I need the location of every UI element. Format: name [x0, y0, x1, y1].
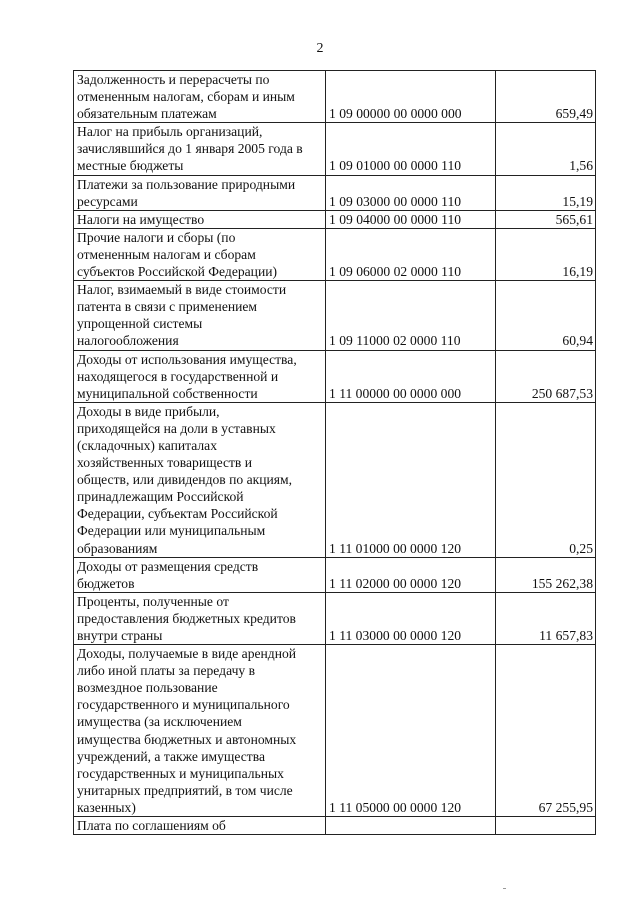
income-name-line: муниципальной собственности [77, 385, 258, 401]
amount-cell: 11 657,83 [496, 592, 596, 644]
income-name-line: Налог на прибыль организаций, [77, 124, 263, 140]
income-name-line: бюджетов [77, 575, 135, 591]
income-name-line: имущества бюджетных и автономных [77, 731, 297, 747]
budget-revenue-table [73, 70, 596, 835]
table-row [74, 175, 596, 210]
income-name-line: Прочие налоги и сборы (по [77, 229, 236, 245]
amount-cell: 155 262,38 [496, 557, 596, 592]
amount-cell: 16,19 [496, 228, 596, 280]
table-row [74, 592, 596, 644]
amount-cell: 15,19 [496, 175, 596, 210]
income-name-line: принадлежащим Российской [77, 489, 244, 505]
income-name-cell [74, 71, 326, 123]
income-name-line: Федерации, субъектам Российской [77, 506, 278, 522]
budget-code-cell: 1 09 00000 00 0000 000 [326, 71, 496, 123]
budget-code-cell: 1 11 00000 00 0000 000 [326, 350, 496, 402]
budget-code-cell [326, 817, 496, 835]
budget-code-cell: 1 09 03000 00 0000 110 [326, 175, 496, 210]
income-name-line: налогообложения [77, 333, 179, 349]
income-name-line: возмездное пользование [77, 680, 218, 696]
income-name-line: хозяйственных товариществ и [77, 455, 253, 471]
income-name-line: государственных и муниципальных [77, 765, 284, 781]
income-name-line: отмененным налогам, сборам и иным [77, 89, 295, 105]
income-name-line: Налоги на имущество [77, 211, 205, 227]
income-name-line: Доходы в виде прибыли, [77, 403, 220, 419]
income-name-line: отмененным налогам и сборам [77, 246, 256, 262]
income-name-line: находящегося в государственной и [77, 368, 279, 384]
table-row [74, 350, 596, 402]
amount-cell: 67 255,95 [496, 645, 596, 817]
income-name-line: унитарных предприятий, в том числе [77, 782, 293, 798]
amount-cell: 0,25 [496, 402, 596, 557]
budget-code-cell: 1 11 05000 00 0000 120 [326, 645, 496, 817]
income-name-line: казенных) [77, 799, 136, 815]
table-row [74, 123, 596, 175]
amount-cell [496, 817, 596, 835]
table-row [74, 557, 596, 592]
income-name-cell [74, 210, 326, 228]
income-name-line: Доходы, получаемые в виде арендной [77, 646, 297, 662]
income-name-cell [74, 645, 326, 817]
table-row [74, 402, 596, 557]
table-row [74, 71, 596, 123]
income-name-line: ресурсами [77, 193, 138, 209]
income-name-line: субъектов Российской Федерации) [77, 264, 278, 280]
amount-cell: 60,94 [496, 281, 596, 350]
income-name-line: внутри страны [77, 628, 163, 643]
income-name-line: имущества (за исключением [77, 714, 242, 730]
income-name-cell [74, 592, 326, 644]
table-body [74, 71, 596, 835]
amount-cell: 1,56 [496, 123, 596, 175]
table-row [74, 210, 596, 228]
income-name-line: обществ, или дивидендов по акциям, [77, 472, 293, 488]
budget-code-cell: 1 09 04000 00 0000 110 [326, 210, 496, 228]
income-name-line: Доходы от размещения средств [77, 558, 259, 574]
income-name-line: упрощенной системы [77, 316, 203, 332]
income-name-line: патента в связи с применением [77, 299, 258, 315]
budget-code-cell: 1 11 02000 00 0000 120 [326, 557, 496, 592]
table-row [74, 228, 596, 280]
income-name-cell [74, 281, 326, 350]
income-name-line: Доходы от использования имущества, [77, 351, 297, 367]
budget-code-cell: 1 09 06000 02 0000 110 [326, 228, 496, 280]
income-name-line: образованиям [77, 540, 158, 556]
income-name-cell [74, 228, 326, 280]
income-name-line: (складочных) капиталах [77, 437, 217, 453]
table-row [74, 645, 596, 817]
income-name-line: приходящейся на доли в уставных [77, 420, 276, 436]
budget-code-cell: 1 09 01000 00 0000 110 [326, 123, 496, 175]
income-name-line: либо иной платы за передачу в [77, 663, 256, 679]
table-row [74, 817, 596, 835]
income-name-line: государственного и муниципального [77, 697, 290, 713]
income-name-line: учреждений, а также имущества [77, 748, 266, 764]
scan-speck [503, 888, 506, 889]
income-name-cell [74, 557, 326, 592]
budget-code-cell: 1 09 11000 02 0000 110 [326, 281, 496, 350]
income-name-line: зачислявшийся до 1 января 2005 года в [77, 141, 303, 157]
income-name-line: Проценты, полученные от [77, 593, 229, 609]
income-name-line: Федерации или муниципальным [77, 523, 266, 539]
page-number: 2 [316, 41, 324, 56]
income-name-line: Плата по соглашениям об [77, 818, 226, 834]
amount-cell: 659,49 [496, 71, 596, 123]
amount-cell: 250 687,53 [496, 350, 596, 402]
income-name-line: местные бюджеты [77, 158, 184, 174]
budget-code-cell: 1 11 03000 00 0000 120 [326, 592, 496, 644]
amount-cell: 565,61 [496, 210, 596, 228]
income-name-line: Налог, взимаемый в виде стоимости [77, 282, 287, 298]
budget-code-cell: 1 11 01000 00 0000 120 [326, 402, 496, 557]
income-name-cell [74, 350, 326, 402]
income-name-line: Задолженность и перерасчеты по [77, 72, 270, 87]
table-row [74, 281, 596, 350]
income-name-cell [74, 175, 326, 210]
income-name-cell [74, 817, 326, 835]
income-name-line: предоставления бюджетных кредитов [77, 610, 296, 626]
income-name-cell [74, 402, 326, 557]
income-name-cell [74, 123, 326, 175]
income-name-line: Платежи за пользование природными [77, 176, 296, 192]
income-name-line: обязательным платежам [77, 106, 217, 122]
